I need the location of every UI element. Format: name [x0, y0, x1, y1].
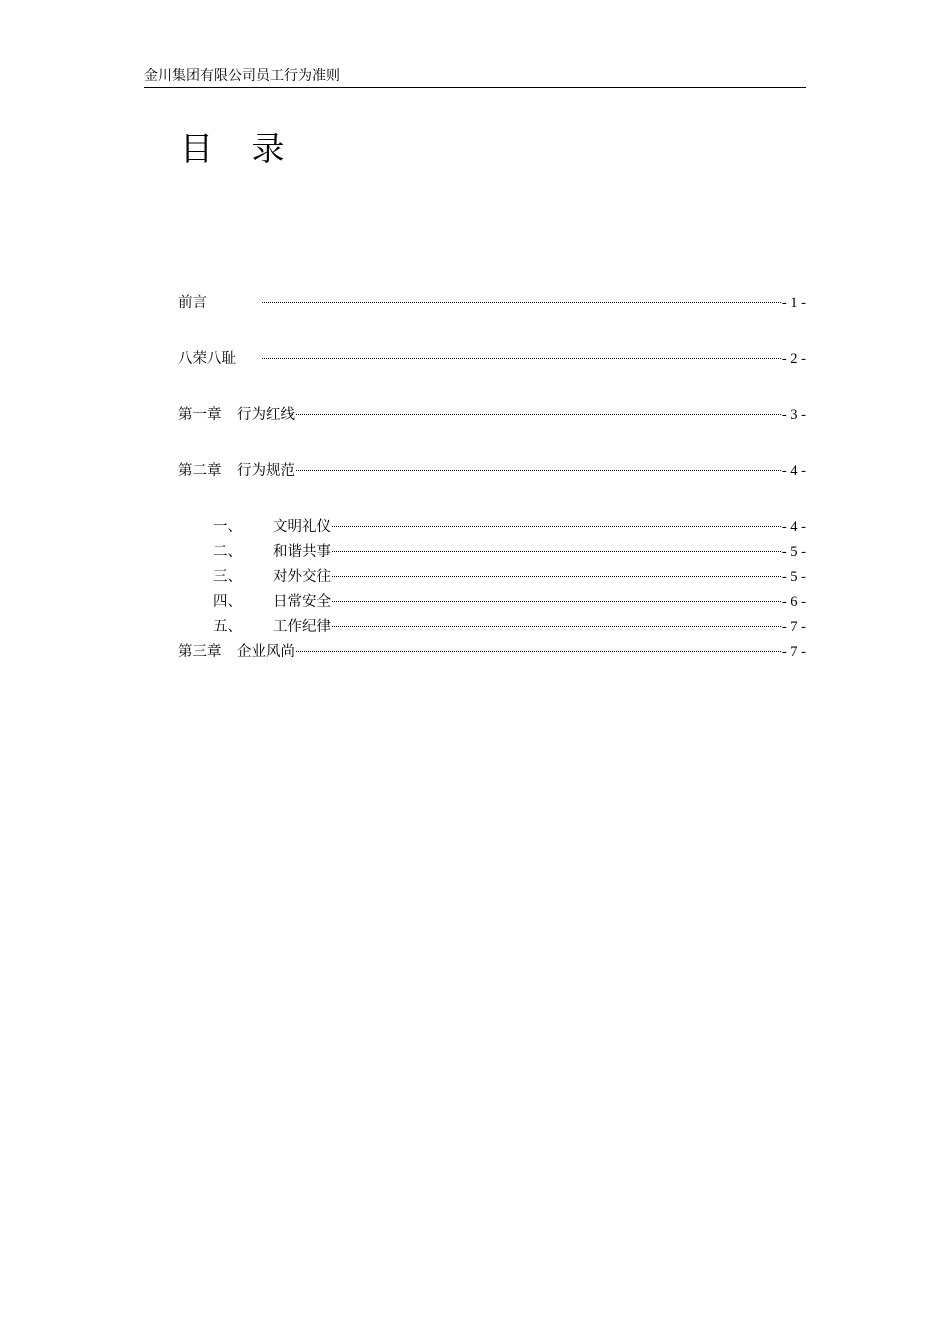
dot-leader [332, 576, 781, 577]
dot-leader [332, 601, 781, 602]
toc-entry-preface[interactable] [178, 293, 806, 313]
chapter-title: 企业风尚 [237, 644, 295, 660]
toc-entry-section-4[interactable] [213, 592, 806, 612]
section-title: 日常安全 [273, 594, 331, 610]
chapter-number: 第三章 [178, 644, 222, 660]
section-number: 五、 [213, 619, 242, 635]
dot-leader [332, 626, 781, 627]
running-header: 金川集团有限公司员工行为准则 [144, 66, 806, 88]
section-title: 对外交往 [273, 569, 331, 585]
toc-entry-section-5[interactable] [213, 617, 806, 637]
toc-entry-chapter-3[interactable] [178, 642, 806, 662]
chapter-title: 行为规范 [237, 463, 295, 479]
dot-leader [262, 358, 781, 359]
toc-title: 目 录 [180, 129, 299, 168]
toc-entry-section-1[interactable] [213, 517, 806, 537]
toc-page-number: - 4 - [781, 463, 806, 479]
toc-entry-eight-honors[interactable] [178, 349, 806, 369]
toc-entry-label [213, 617, 331, 637]
toc-page-number: - 4 - [781, 519, 806, 535]
toc-entry-section-3[interactable] [213, 567, 806, 587]
toc-page-number: - 7 - [781, 619, 806, 635]
toc-page-number: - 6 - [781, 594, 806, 610]
chapter-title: 行为红线 [237, 407, 295, 423]
dot-leader [332, 526, 781, 527]
toc-page-number: - 7 - [781, 644, 806, 660]
toc-entry-section-2[interactable] [213, 542, 806, 562]
section-number: 三、 [213, 569, 242, 585]
section-title: 和谐共事 [273, 544, 331, 560]
toc-entry-label [178, 405, 295, 425]
toc-entry-label: 八荣八耻 [178, 351, 236, 367]
dot-leader [296, 414, 781, 415]
chapter-number: 第一章 [178, 407, 222, 423]
section-title: 工作纪律 [273, 619, 331, 635]
chapter-number: 第二章 [178, 463, 222, 479]
toc-page-number: - 5 - [781, 569, 806, 585]
toc-entry-label [213, 592, 331, 612]
section-number: 一、 [213, 519, 242, 535]
toc-page-number: - 5 - [781, 544, 806, 560]
toc-entry-label: 前言 [178, 295, 207, 311]
toc-page-number: - 2 - [781, 351, 806, 367]
toc-page-number: - 1 - [781, 295, 806, 311]
section-number: 四、 [213, 594, 242, 610]
dot-leader [296, 651, 781, 652]
toc-entry-label [178, 642, 295, 662]
dot-leader [296, 470, 781, 471]
dot-leader [262, 302, 781, 303]
section-title: 文明礼仪 [273, 519, 331, 535]
toc-entry-label [213, 517, 331, 537]
toc-entry-label [178, 461, 295, 481]
toc-entry-label [213, 542, 331, 562]
toc-page-number: - 3 - [781, 407, 806, 423]
toc-entry-chapter-2[interactable] [178, 461, 806, 481]
dot-leader [332, 551, 781, 552]
toc-entry-label [213, 567, 331, 587]
section-number: 二、 [213, 544, 242, 560]
toc-entry-chapter-1[interactable] [178, 405, 806, 425]
